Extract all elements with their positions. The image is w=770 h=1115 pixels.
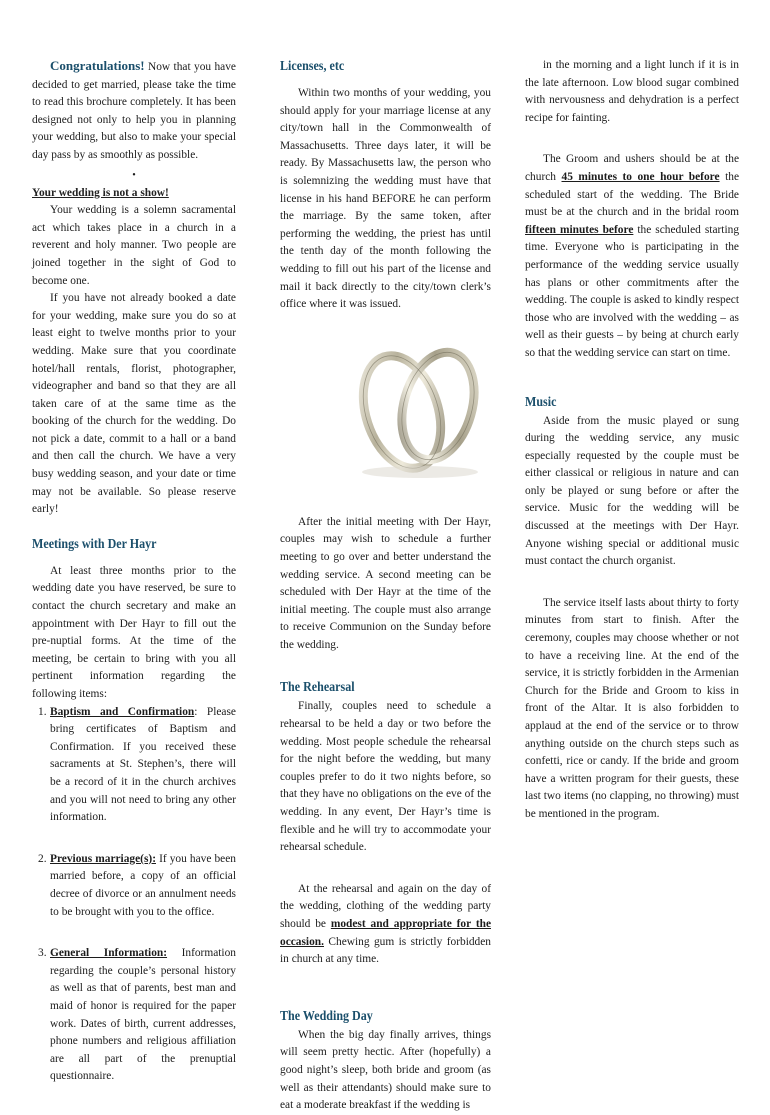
bullet-separator: • <box>132 169 136 181</box>
list-item-label: Baptism and Confirmation <box>50 705 195 718</box>
meetings-paragraph: At least three months prior to the wedding date you have reserved, be sure to contact the church secretary and make an appointment with Der Hayr to fill out the pre-nuptial forms. At the time of the meeting, be certain to bring with you all pertinent information regarding the following items: <box>32 564 236 700</box>
list-item-text: Information regarding the couple’s personal history as well as that of parents, best man and maid of honor is required for the paper work. Dates of birth, current addresses, phone numbers and religious affiliation are all part of the prenuptial questionnaire. <box>50 947 236 1083</box>
rehearsal-heading: The Rehearsal <box>280 680 355 696</box>
show-paragraph-1: Your wedding is a solemn sacramental act which takes place in a church in a reverent and holy manner. Two people are joined together in the sight of God to become one. <box>32 204 236 287</box>
wedding-day-paragraph: When the big day finally arrives, things will seem pretty hectic. After (hopefully) a good night’s sleep, both bride and groom (as well as their attendants) should make sure to eat a moderate breakfast if the wedding is <box>280 1028 491 1112</box>
column-middle <box>280 57 491 1115</box>
rehearsal-paragraph: Finally, couples need to schedule a rehearsal to be held a day or two before the wedding. Most people schedule the rehearsal for the night before the wedding, but many couples prefer to do it two nights before, so that they have no obligations on the eve of the wedding. In any event, Der Hayr’s time is flexible and he will try to accommodate your rehearsal schedule. <box>280 700 491 854</box>
list-item <box>32 945 236 1086</box>
list-item-number: 1. <box>38 705 47 718</box>
show-paragraph-2: If you have not already booked a date for your wedding, make sure you do so at least eight to twelve months prior to your wedding. Make sure that you coordinate hotel/hall rentals, florist, photographer, videographer and band so that they are all taken care of at the same time as the booking of the church for the wedding. Do not pick a date, commit to a hall or a band and then call the church. We have a very busy wedding season, and your date or time may not be available. So please reserve early! <box>32 292 236 516</box>
list-item-label: Previous marriage(s): <box>50 852 156 865</box>
after-meeting-paragraph: After the initial meeting with Der Hayr, couples may wish to schedule a further meeting to go over and better understand the wedding service. A second meeting can be scheduled with Der Hayr at the time of the initial meeting. The couple must also arrange to receive Communion on the Sunday before the wedding. <box>280 515 491 651</box>
wedding-day-heading: The Wedding Day <box>280 1008 373 1024</box>
groom-text-mid: the scheduled start of the wedding. The Bride must be at the church and in the bridal room <box>525 170 739 219</box>
music-paragraph: Aside from the music played or sung during the wedding service, any music especially requested by the couple must be either classical or religious in nature and can only be played or sung before or after the service. Music for the wedding will be discussed at the meetings with Der Hayr. Anyone wishing special or additional music must contact the church organist. <box>525 414 739 568</box>
show-heading: Your wedding is not a show! <box>32 186 169 199</box>
list-item-label: General Information: <box>50 947 168 960</box>
list-item-text: : Please bring certificates of Baptism and Confirmation. If you received these sacraments at St. Stephen’s, there will be a record of it in the church archives and you will not need to bring any other information. <box>50 705 236 824</box>
groom-text: The Groom and ushers should be at the church <box>525 153 739 183</box>
service-paragraph: The service itself lasts about thirty to forty minutes from start to finish. After the ceremony, couples may choose whether or not to have a receiving line. At the end of the service, it is strictly forbidden in the Armenian Church for the Bride and Groom to kiss in front of the Altar. It is also forbidden to applaud at the end of the service or to throw anything outside on the church steps such as confetti, rice or candy. If the bride and groom have a written program for their guests, these last two items (no clapping, no throwing) must be mentioned in the program. <box>525 596 739 820</box>
licenses-paragraph: Within two months of your wedding, you should apply for your marriage license at any city/town hall in the Commonwealth of Massachusetts. Three days later, it will be ready. By Massachusetts law, the person who is solemnizing the wedding must have that license in his hand BEFORE he can perform the marriage. By the same token, after performing the wedding, the priest has until the tenth day of the month following the wedding to fill out his part of the license and mail it back directly to the city/town clerk’s office where it was issued. <box>280 87 491 311</box>
music-heading: Music <box>525 394 557 410</box>
clothing-emphasis: modest and appropriate for the occasion. <box>280 918 491 948</box>
meetings-heading: Meetings with Der Hayr <box>32 536 157 552</box>
list-item-number: 2. <box>38 852 47 865</box>
column-left <box>32 57 236 1086</box>
continued-paragraph: in the morning and a light lunch if it is in the late afternoon. Low blood sugar combined with nervousness and dehydration is a perfect recipe for fainting. <box>525 59 739 124</box>
clothing-text: At the rehearsal and again on the day of the wedding, clothing of the wedding party should be <box>280 882 491 930</box>
groom-emphasis-1: 45 minutes to one hour before <box>561 170 720 183</box>
groom-text-end: the scheduled starting time. Everyone who is participating in the performance of the wedding service usually has plans or other commitments after the wedding. The couple is asked to kindly respect those who are involved with the wedding – as well as their guests – by being at church early so that the wedding service can start on time. <box>525 223 740 359</box>
list-item <box>32 704 236 827</box>
clothing-text-end: Chewing gum is strictly forbidden in church at any time. <box>280 935 491 966</box>
list-item-text: If you have been married before, a copy of an official decree of divorce or an annulment needs to be brought with you to the office. <box>50 852 236 918</box>
groom-emphasis-2: fifteen minutes before <box>525 223 634 236</box>
list-item-number: 3. <box>38 947 47 960</box>
clothing-paragraph <box>280 881 491 969</box>
intro-paragraph <box>32 57 236 165</box>
intro-text: Now that you have decided to get married, please take the time to read this brochure completely. It has been designed not only to help you in planning your wedding, but also to make your special day pass by as smoothly as possible. <box>32 61 236 161</box>
licenses-heading: Licenses, etc <box>280 59 345 74</box>
column-right <box>525 57 739 824</box>
groom-paragraph <box>525 151 739 362</box>
intro-lead: Congratulations! <box>50 58 145 73</box>
list-item <box>32 851 236 921</box>
wedding-rings-icon <box>340 334 500 484</box>
